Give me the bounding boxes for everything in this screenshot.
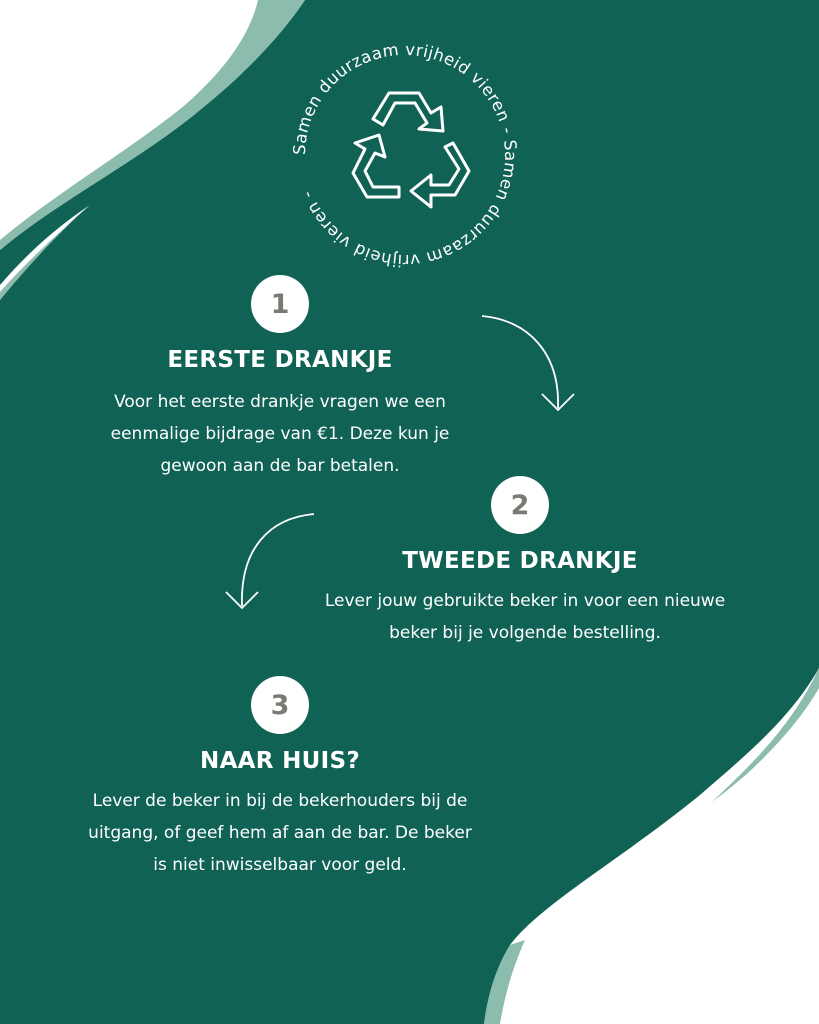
slogan-badge <box>281 31 529 279</box>
step-1-title: EERSTE DRANKJE <box>167 347 393 373</box>
step-2-number: 2 <box>491 476 549 534</box>
badge-svg <box>281 31 529 279</box>
step-2-description <box>300 585 750 649</box>
step-1-line-3: gewoon aan de bar betalen. <box>160 456 400 476</box>
arrow-down-right <box>478 308 578 418</box>
step-1-line-2: eenmalige bijdrage van €1. Deze kun je <box>110 424 450 444</box>
step-3-line-3: is niet inwisselbaar voor geld. <box>153 855 407 875</box>
step-1-description <box>80 386 480 482</box>
step-3-line-1: Lever de beker in bij de bekerhouders bij de <box>92 791 468 811</box>
step-3-title: NAAR HUIS? <box>200 748 360 774</box>
step-2-title: TWEEDE DRANKJE <box>402 548 638 574</box>
step-3-number: 3 <box>251 676 309 734</box>
recycle-icon <box>353 93 469 207</box>
step-2-line-1: Lever jouw gebruikte beker in voor een nieuwe <box>324 591 726 611</box>
step-2-line-2: beker bij je volgende bestelling. <box>389 623 661 643</box>
badge-circle-text: Samen duurzaam vrijheid vieren - Samen duurzaam vrijheid vieren - <box>289 39 521 271</box>
step-3-line-2: uitgang, of geef hem af aan de bar. De beker <box>88 823 472 843</box>
step-3-description <box>60 785 500 881</box>
step-1-number: 1 <box>251 275 309 333</box>
step-1-line-1: Voor het eerste drankje vragen we een <box>114 392 446 412</box>
arrow-down-left <box>222 508 322 616</box>
